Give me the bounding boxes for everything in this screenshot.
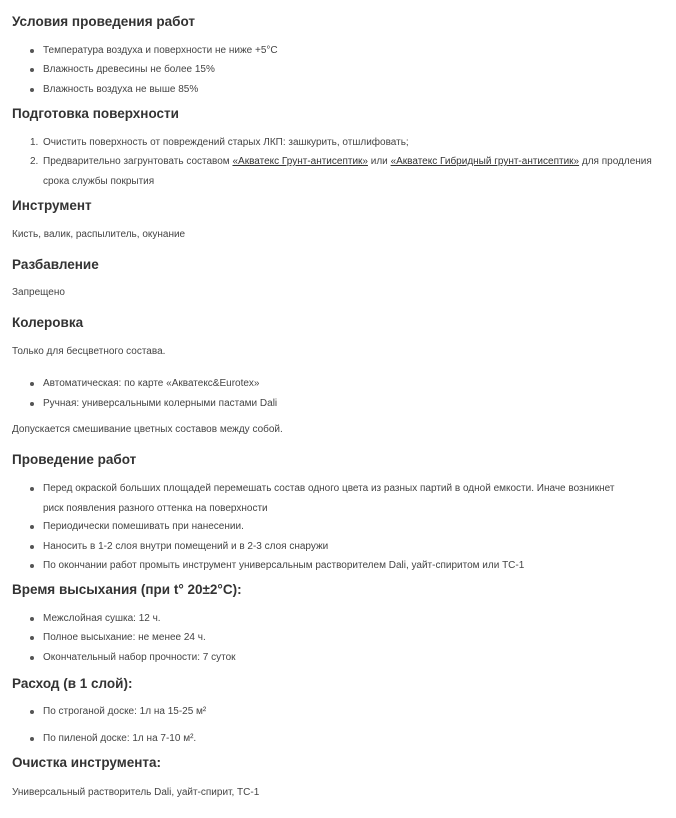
list-number: 2. bbox=[30, 156, 39, 167]
aquatex-primer-link[interactable]: «Акватекс Грунт-антисептик» bbox=[232, 156, 368, 167]
tool-heading: Инструмент bbox=[12, 198, 92, 213]
aquatex-hybrid-primer-link[interactable]: «Акватекс Гибридный грунт-антисептик» bbox=[390, 156, 580, 167]
list-item: Наносить в 1-2 слоя внутри помещений и в 2-3 слоя снаружи bbox=[43, 537, 643, 557]
list-item-text: для продления срока службы покрытия bbox=[43, 156, 652, 187]
list-item: Периодически помешивать при нанесении. bbox=[43, 517, 643, 537]
list-item: Температура воздуха и поверхности не ниже +5°C bbox=[43, 41, 643, 61]
cleaning-text: Универсальный растворитель Dali, уайт-спирит, ТС-1 bbox=[12, 787, 260, 798]
consumption-heading: Расход (в 1 слой): bbox=[12, 676, 133, 691]
conditions-heading: Условия проведения работ bbox=[12, 14, 195, 29]
list-item bbox=[30, 152, 658, 191]
list-item bbox=[30, 133, 643, 153]
list-item: Перед окраской больших площадей перемешать состав одного цвета из разных партий в одной емкости. Иначе возникнет риск появления разного оттенка на поверхности bbox=[43, 479, 633, 518]
list-item: Влажность воздуха не выше 85% bbox=[43, 80, 643, 100]
list-item: Влажность древесины не более 15% bbox=[43, 60, 643, 80]
tool-text: Кисть, валик, распылитель, окунание bbox=[12, 229, 186, 240]
preparation-heading: Подготовка поверхности bbox=[12, 106, 179, 121]
list-item-text: Предварительно загрунтовать составом bbox=[43, 156, 233, 167]
list-item: Автоматическая: по карте «Акватекс&Eurotex» bbox=[43, 374, 643, 394]
list-number: 1. bbox=[30, 137, 39, 148]
list-item: Полное высыхание: не менее 24 ч. bbox=[43, 628, 643, 648]
list-item: По окончании работ промыть инструмент универсальным растворителем Dali, уайт-спиритом или ТС-1 bbox=[43, 556, 643, 576]
list-item: Межслойная сушка: 12 ч. bbox=[43, 609, 643, 629]
drying-heading: Время высыхания (при t° 20±2°C): bbox=[12, 582, 242, 597]
list-item-text: или bbox=[367, 156, 391, 167]
dilution-heading: Разбавление bbox=[12, 257, 99, 272]
dilution-text: Запрещено bbox=[12, 287, 65, 298]
tinting-heading: Колеровка bbox=[12, 315, 84, 330]
tinting-note: Допускается смешивание цветных составов между собой. bbox=[12, 424, 283, 435]
list-item: По строганой доске: 1л на 15-25 м² bbox=[43, 702, 643, 722]
list-item-text: Очистить поверхность от повреждений старых ЛКП: зашкурить, отшлифовать; bbox=[43, 137, 409, 148]
tinting-intro: Только для бесцветного состава. bbox=[12, 346, 166, 357]
list-item: Ручная: универсальными колерными пастами Dali bbox=[43, 394, 643, 414]
list-item: По пиленой доске: 1л на 7-10 м². bbox=[43, 729, 643, 749]
work-heading: Проведение работ bbox=[12, 452, 137, 467]
cleaning-heading: Очистка инструмента: bbox=[12, 755, 162, 770]
list-item: Окончательный набор прочности: 7 суток bbox=[43, 648, 643, 668]
